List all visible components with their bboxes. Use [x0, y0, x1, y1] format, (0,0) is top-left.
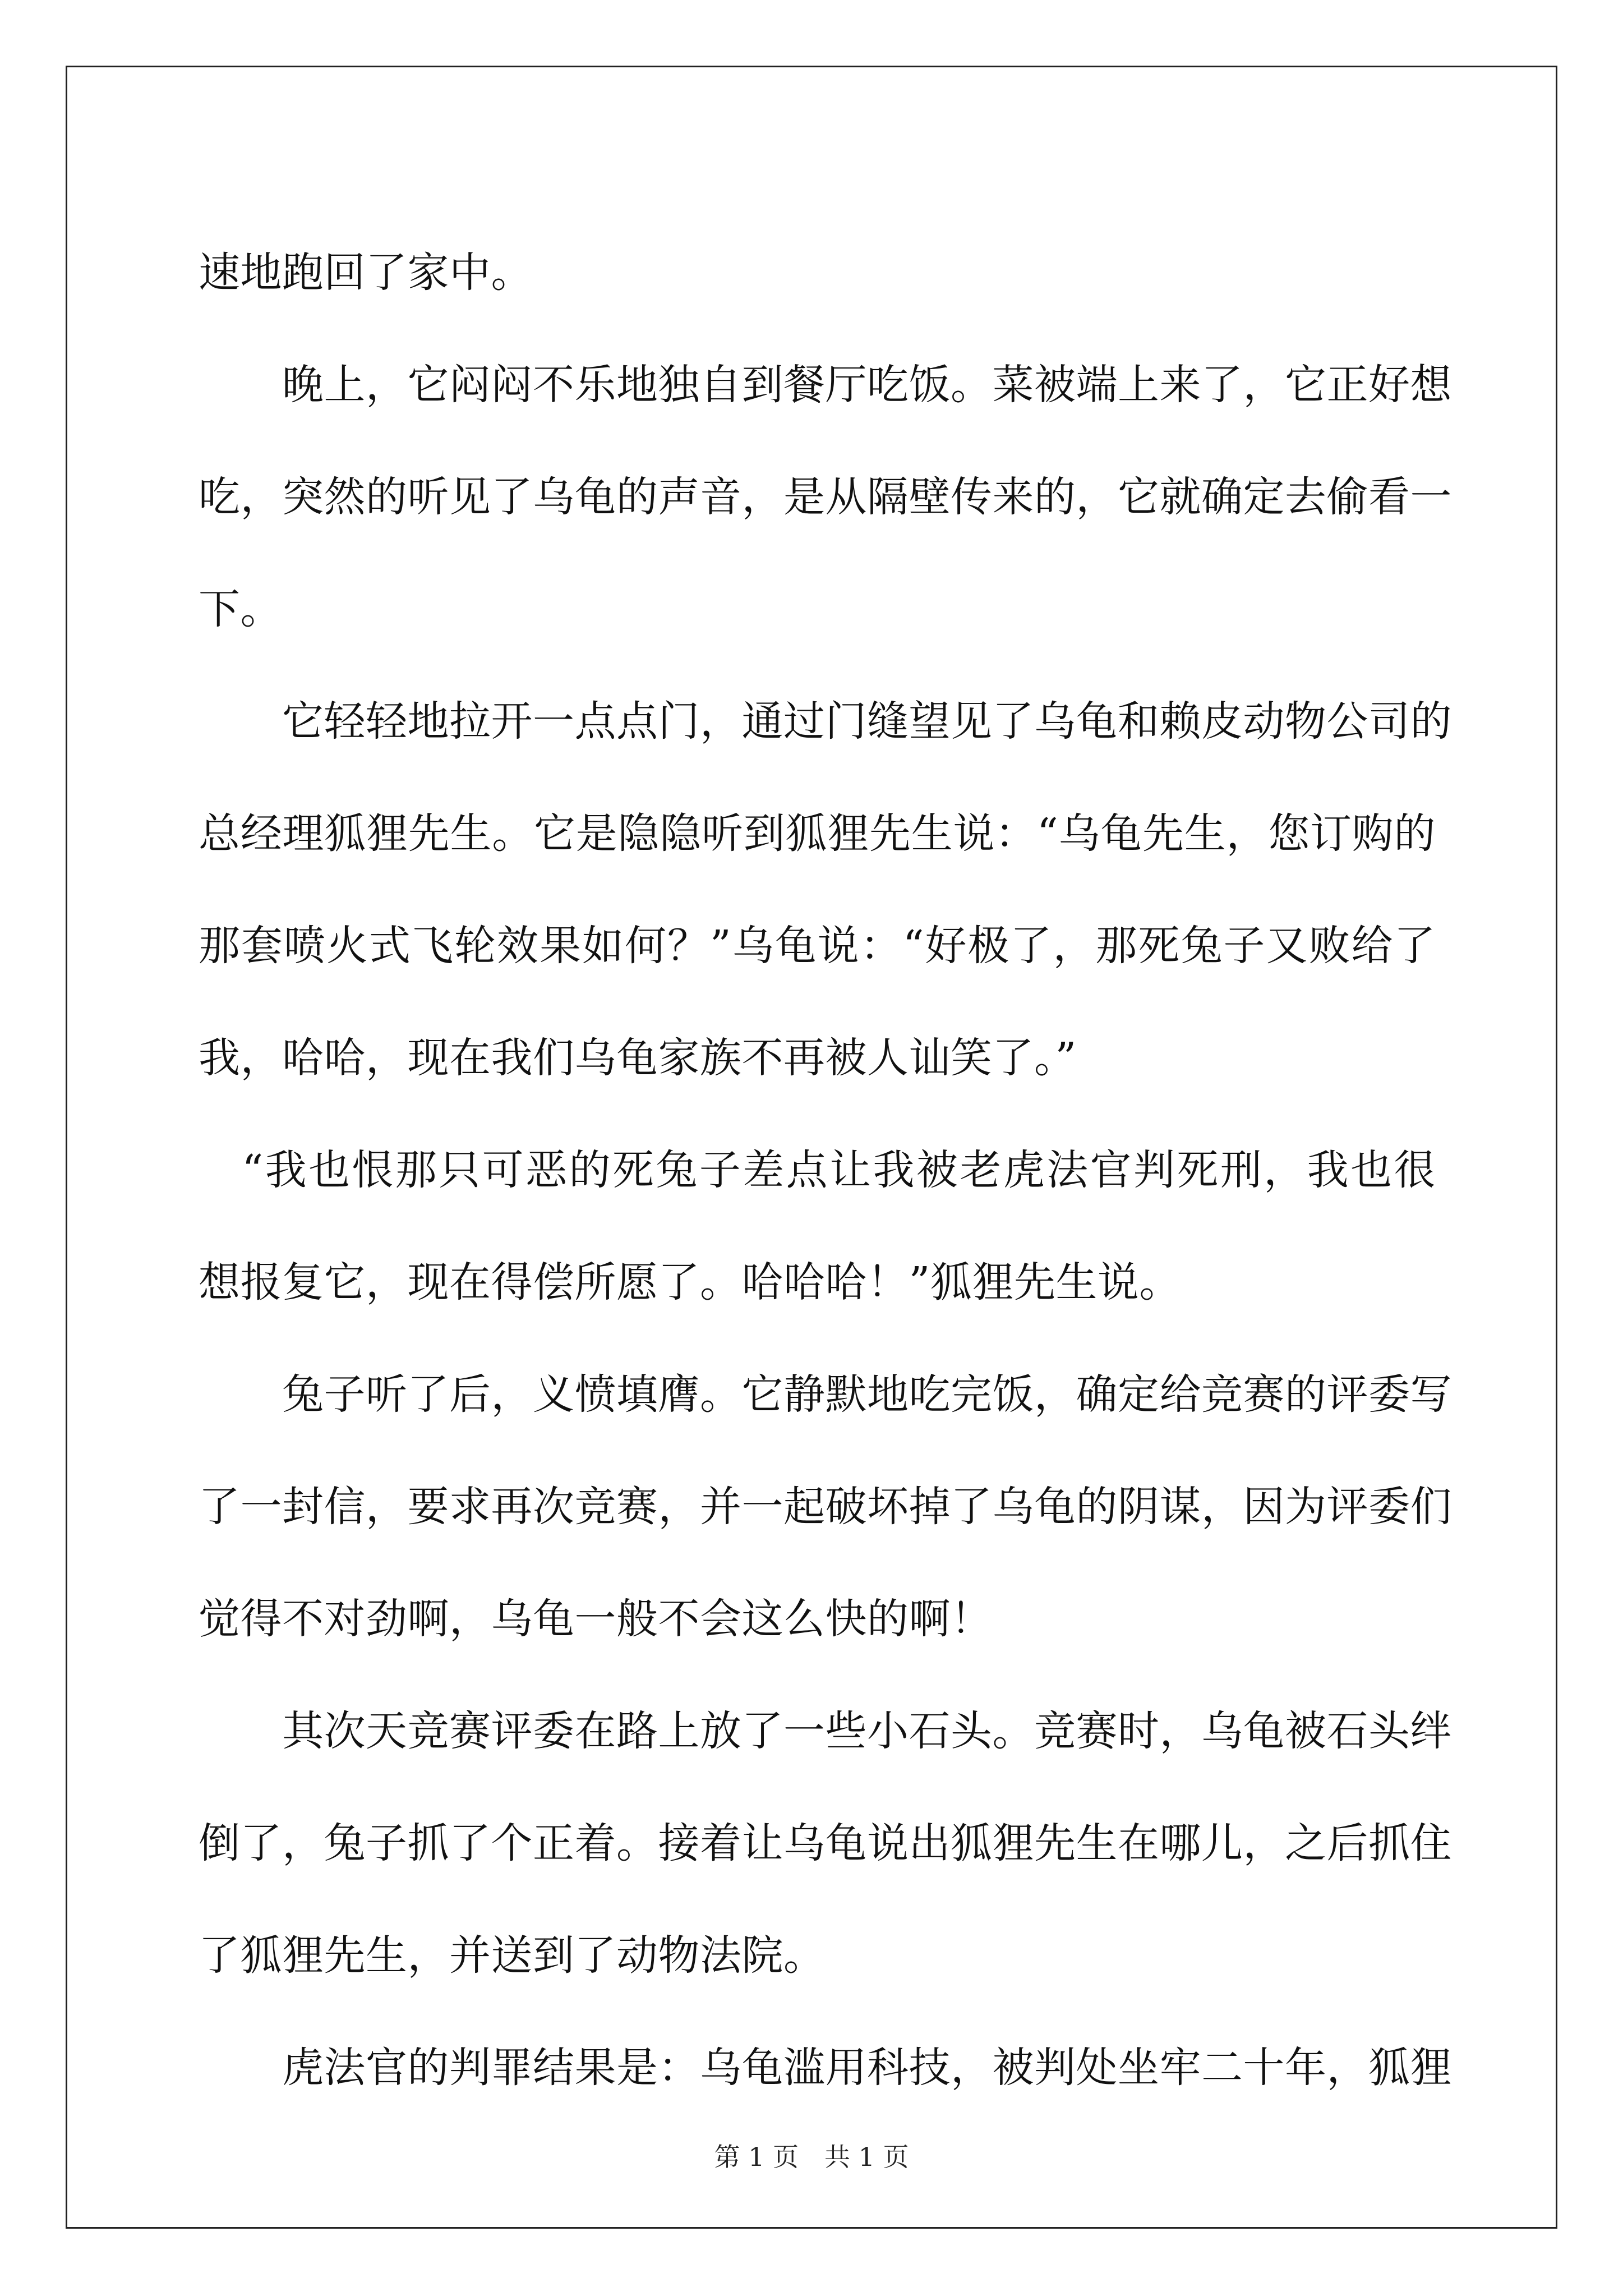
document-body [199, 217, 1452, 2092]
text-line: 下。 [199, 585, 282, 633]
text-line: 速地跑回了家中。 [199, 249, 533, 297]
text-line: 想报复它，现在得偿所愿了。哈哈哈！”狐狸先生说。 [199, 1258, 1181, 1306]
text-line: 吃，突然的听见了乌龟的声音，是从隔壁传来的，它就确定去偷看一 [199, 473, 1452, 521]
text-line: 晚上，它闷闷不乐地独自到餐厅吃饭。菜被端上来了，它正好想 [199, 361, 1452, 409]
text-line: 虎法官的判罪结果是：乌龟滥用科技，被判处坐牢二十年，狐狸 [199, 2044, 1452, 2092]
text-line: 倒了，兔子抓了个正着。接着让乌龟说出狐狸先生在哪儿，之后抓住 [199, 1819, 1452, 1867]
text-line: 了一封信，要求再次竞赛，并一起破坏掉了乌龟的阴谋，因为评委们 [199, 1483, 1452, 1531]
text-line: 总经理狐狸先生。它是隐隐听到狐狸先生说：“乌龟先生，您订购的 [199, 809, 1436, 858]
text-line: 那套喷火式飞轮效果如何？”乌龟说：“好极了，那死兔子又败给了 [199, 922, 1436, 970]
page-footer: 第 1 页 共 1 页 [714, 2142, 909, 2172]
text-line: 我，哈哈，现在我们乌龟家族不再被人讪笑了。” [199, 1034, 1077, 1082]
text-line: 兔子听了后，义愤填膺。它静默地吃完饭，确定给竞赛的评委写 [199, 1370, 1452, 1419]
text-line: 了狐狸先生，并送到了动物法院。 [199, 1931, 826, 1980]
text-line: 觉得不对劲啊，乌龟一般不会这么快的啊！ [199, 1595, 993, 1643]
text-line: “我也恨那只可恶的死兔子差点让我被老虎法官判死刑，我也很 [199, 1146, 1436, 1194]
text-line: 其次天竞赛评委在路上放了一些小石头。竞赛时，乌龟被石头绊 [199, 1707, 1452, 1755]
text-line: 它轻轻地拉开一点点门，通过门缝望见了乌龟和赖皮动物公司的 [199, 697, 1452, 746]
